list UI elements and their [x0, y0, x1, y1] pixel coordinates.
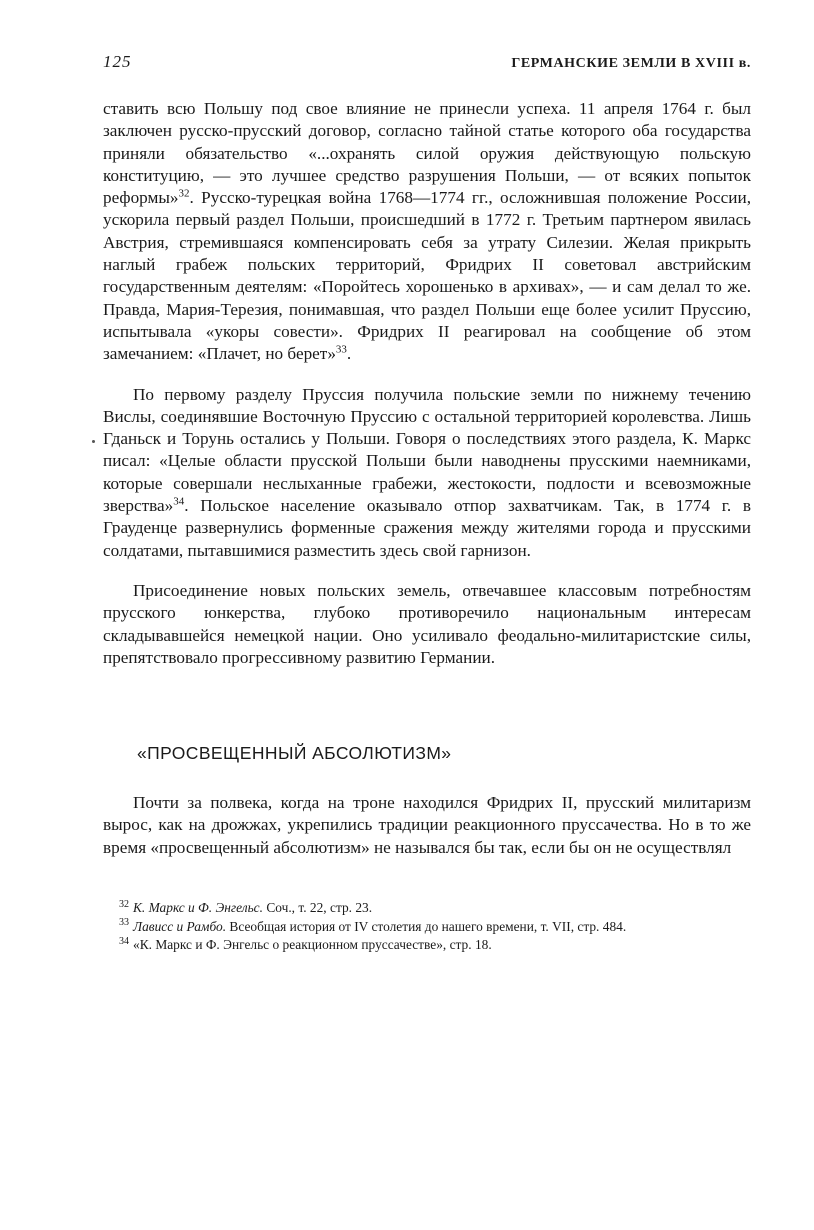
paragraph-3: Присоединение новых польских земель, отвечавшее классовым потребностям прусского юнкерства, глубоко противоречило национальным интересам складывавшейся немецкой нации. Оно усиливало феодально-милитаристские силы, препятствовало прогрессивному развитию Германии.: [103, 580, 751, 667]
running-title: ГЕРМАНСКИЕ ЗЕМЛИ В XVIII в.: [511, 56, 751, 71]
running-head: [103, 52, 751, 80]
paragraph-1-text-c: .: [346, 344, 352, 364]
footnote-text: Всеобщая история от IV столетия до нашего времени, т. VII, стр. 484.: [226, 918, 627, 934]
footnote-text: «К. Маркс и Ф. Энгельс о реакционном пруссачестве», стр. 18.: [133, 937, 492, 953]
footnote-author: К. Маркс и Ф. Энгельс.: [133, 900, 263, 916]
footnote-34: 34 «К. Маркс и Ф. Энгельс о реакционном пруссачестве», стр. 18.: [119, 935, 492, 953]
paragraph-4: Почти за полвека, когда на троне находился Фридрих II, прусский милитаризм вырос, как на дрожжах, укрепились традиции реакционного пруссачества. Но в то же время «просвещенный абсолютизм» не назывался бы так, если бы он не осуществлял: [103, 793, 751, 857]
page-number: 125: [103, 52, 132, 71]
book-page: [103, 52, 751, 955]
paragraph-1-text-a: ставить всю Польшу под свое влияние не принесли успеха. 11 апреля 1764 г. был заключен русско-прусский договор, согласно тайной статье которого оба государства приняли обязательство «...охранять силой оружия действующую польскую конституцию, — это лучшее средство разрушения Польши, — от всяких попыток реформы»: [103, 99, 751, 208]
footnote-ref-34: 34: [173, 495, 185, 508]
footnotes: [103, 899, 751, 954]
footnote-32: 32 К. Маркс и Ф. Энгельс. Соч., т. 22, стр. 23.: [119, 898, 373, 916]
paragraph-1: [103, 98, 751, 366]
paragraph-2: [103, 384, 751, 562]
footnote-33: 33 Лависс и Рамбо. Всеобщая история от IV столетия до нашего времени, т. VII, стр. 484.: [119, 917, 627, 934]
section-title: «ПРОСВЕЩЕННЫЙ АБСОЛЮТИЗМ»: [137, 743, 452, 764]
margin-mark: [92, 440, 95, 443]
footnote-ref-33: 33: [335, 343, 347, 356]
paragraph-1-text-b: . Русско-турецкая война 1768—1774 гг., осложнившая положение России, ускорила первый раздел Польши, происшедший в 1772 г. Третьим партнером явилась Австрия, стремившаяся компенсировать себя за утрату Силезии. Желая прикрыть наглый грабеж польских территорий, Фридрих II советовал австрийским государственным деятелям: «Поройтесь хорошенько в архивах», — и сам делал то же. Правда, Мария-Терезия, понимавшая, что раздел Польши еще более усилит Пруссию, испытывала «укоры совести». Фридрих II реагировал на сообщение об этом замечанием: «Плачет, но берет»: [103, 188, 751, 364]
paragraph-2-text-a: По первому разделу Пруссия получила польские земли по нижнему течению Вислы, соединявшие Восточную Пруссию с остальной территорией королевства. Лишь Гданьск и Торунь остались у Польши. Говоря о последствиях этого раздела, К. Маркс писал: «Целые области прусской Польши были наводнены прусскими наемниками, которые совершали неслыханные грабежи, жестокости, подлости и всевозможные зверства»: [103, 384, 751, 516]
paragraph-2-text-b: . Польское население оказывало отпор захватчикам. Так, в 1774 г. в Грауденце развернулись форменные сражения между жителями города и прусскими солдатами, пытавшимися разместить здесь свой гарнизон.: [103, 496, 751, 560]
footnote-ref-32: 32: [178, 187, 190, 200]
footnote-author: Лависс и Рамбо.: [133, 918, 227, 934]
footnote-text: Соч., т. 22, стр. 23.: [262, 900, 373, 916]
